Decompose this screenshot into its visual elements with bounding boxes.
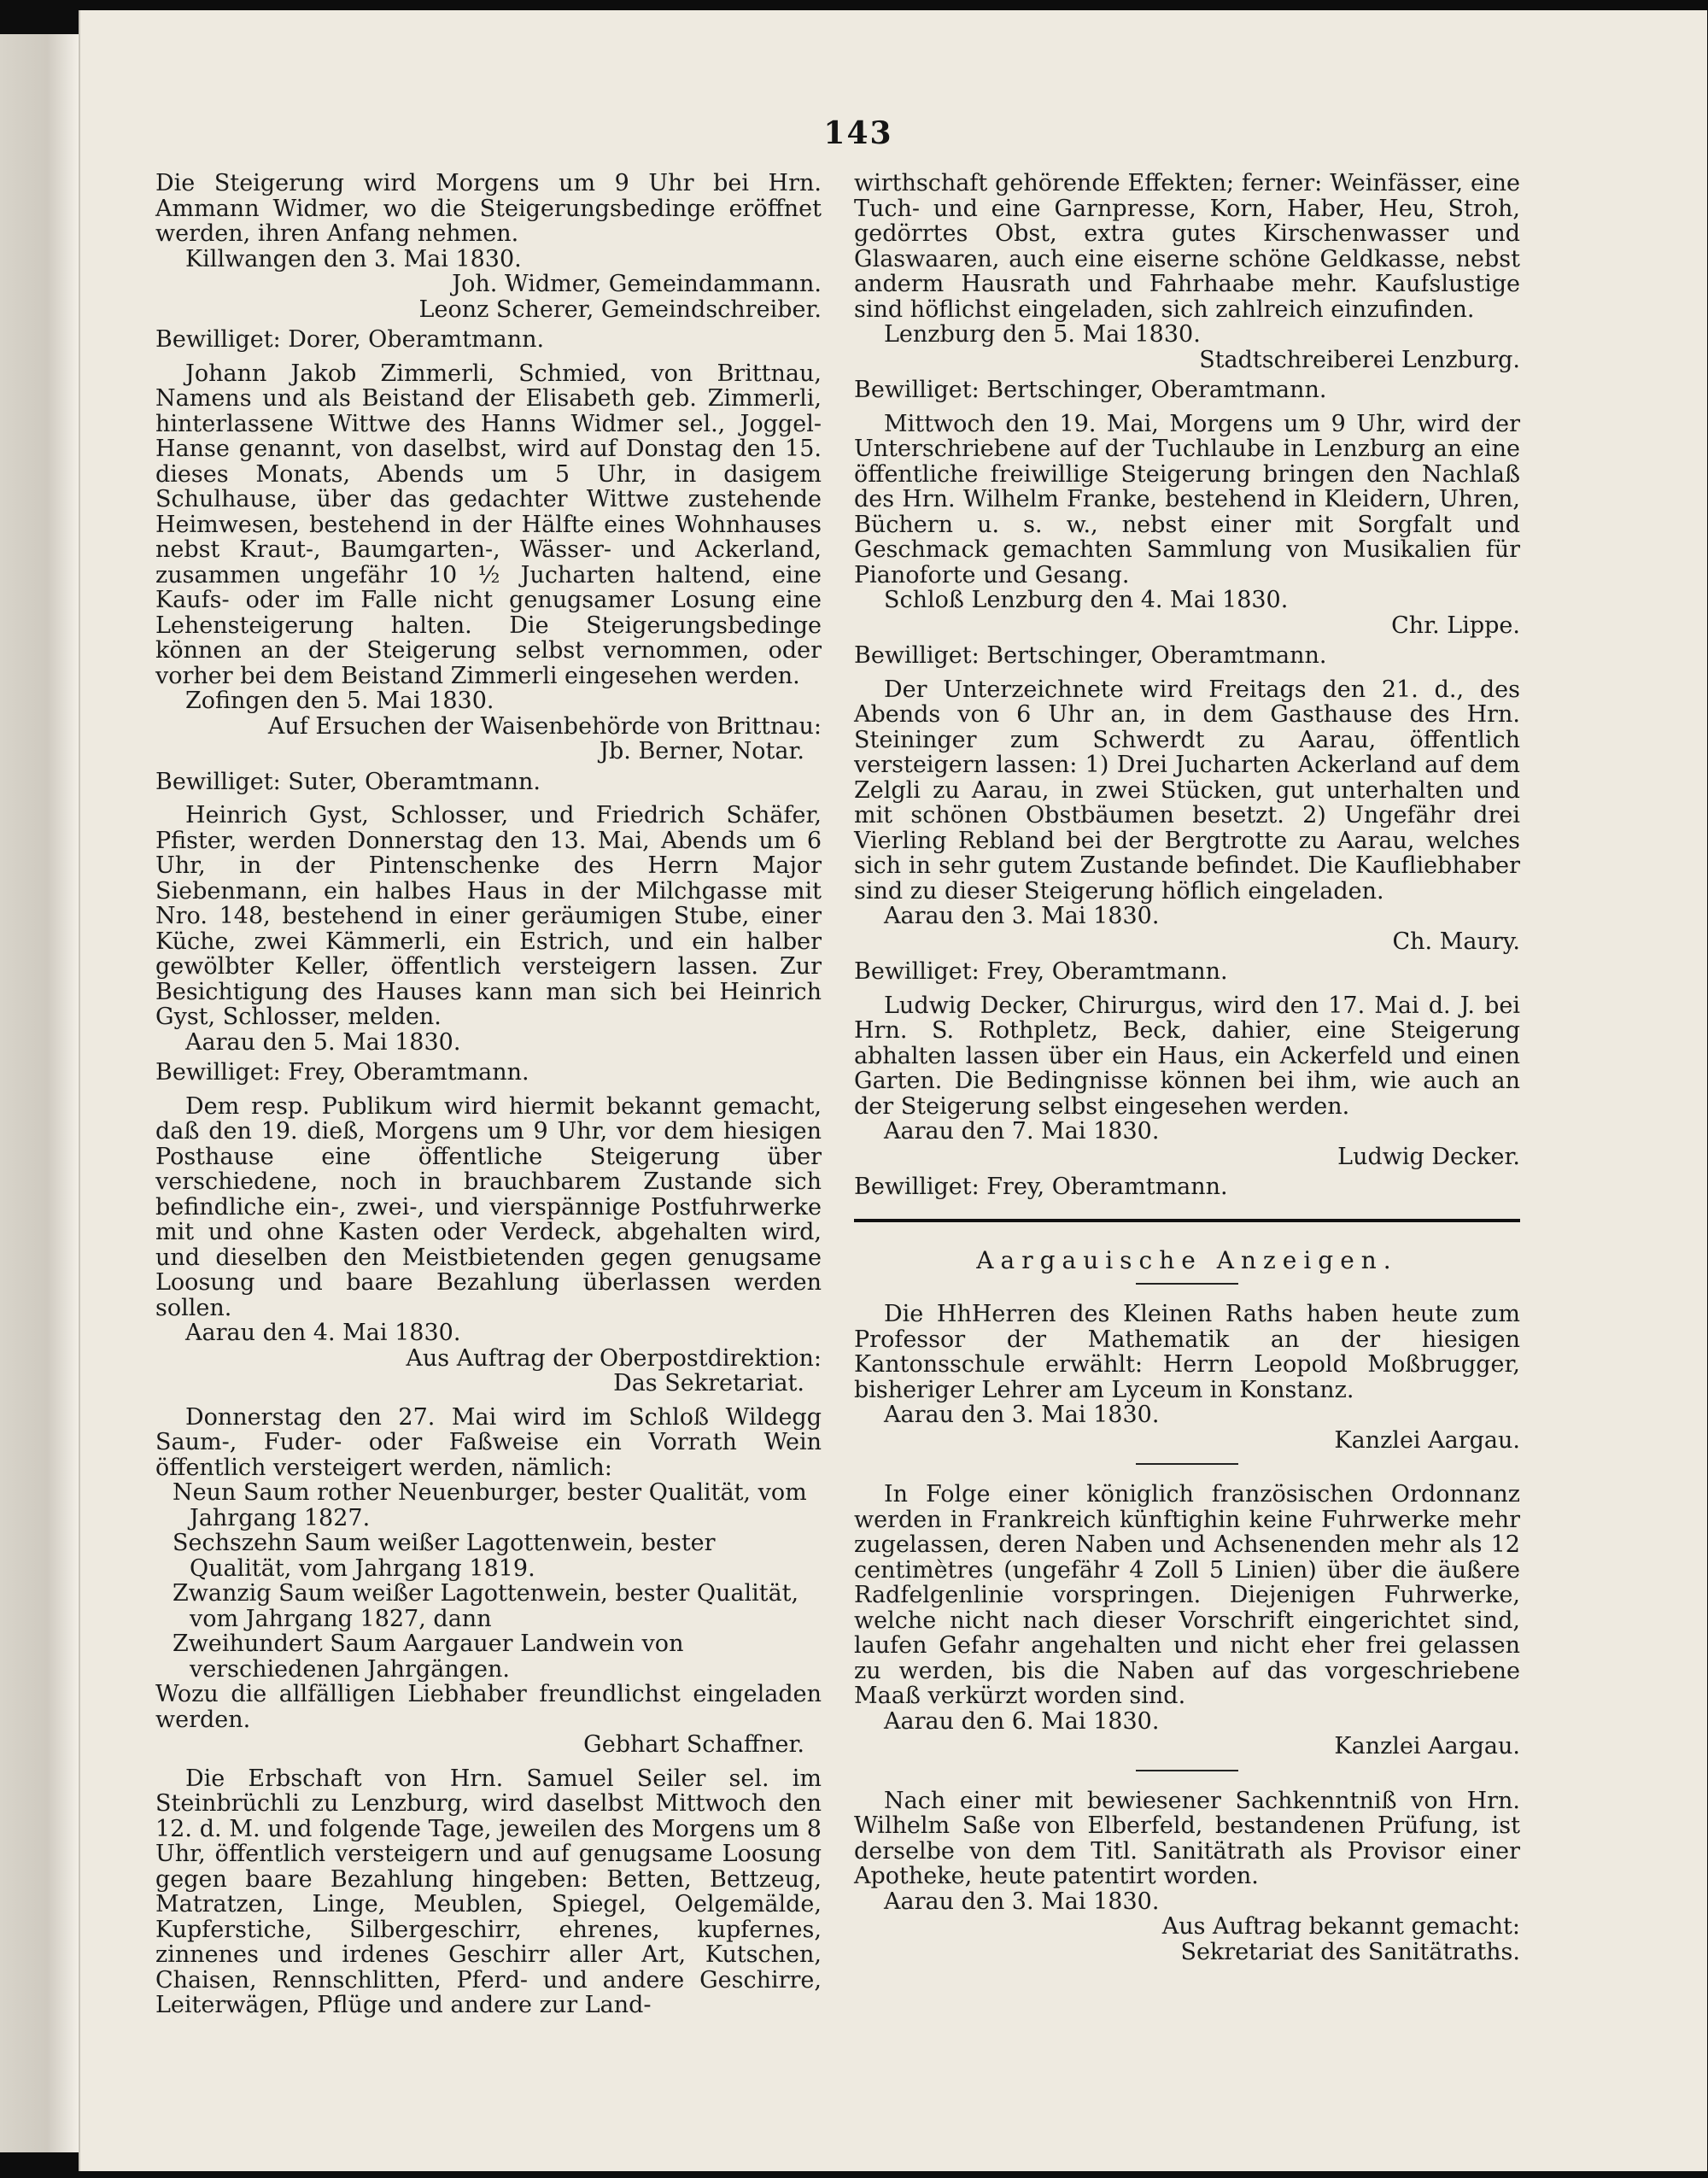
notice-date: Aarau den 3. Mai 1830. <box>884 1402 1160 1428</box>
notice-date: Aarau den 3. Mai 1830. <box>884 1888 1160 1915</box>
list-item: Sechszehn Saum weißer Lagottenwein, bester Qualität, vom Jahrgang 1819. <box>173 1530 716 1582</box>
list-item: Neun Saum rother Neuenburger, bester Qualität, vom Jahrgang 1827. <box>173 1479 807 1531</box>
notice-signature: Sekretariat des Sanitätraths. <box>1180 1938 1520 1965</box>
notice-date: Aarau den 5. Mai 1830. <box>185 1028 461 1056</box>
notice-signature: Aus Auftrag der Oberpostdirektion: <box>406 1344 822 1372</box>
notice-signature: Joh. Widmer, Gemeindammann. <box>452 271 822 297</box>
notice-text: Ludwig Decker, Chirurgus, wird den 17. Mai d. J. bei Hrn. S. Rothpletz, Beck, dahier, eine Steigerung abhalten lassen über ein Haus, ein Ackerfeld und einen Garten. Die Bedingnisse können bei ihm, wie auch an der Steigerung selbst eingesehen werden. <box>854 992 1520 1120</box>
notice-text: Dem resp. Publikum wird hiermit bekannt gemacht, daß den 19. dieß, Morgens um 9 Uhr, vor dem hiesigen Posthause eine öffentliche Steigerung über verschiedene, noch in brauchbarem Zustande sich befindliche ein-, zwei-, und vierspännige Postfuhrwerke mit und ohne Kasten oder Verdeck, abgehalten wird, und dieselben den Meistbietenden gegen genugsame Loosung und baare Bezahlung überlassen werden sollen. <box>155 1092 822 1321</box>
notice-signature: Gebhart Schaffner. <box>583 1731 804 1758</box>
notice-date: Killwangen den 3. Mai 1830. <box>185 245 522 272</box>
notice-signature: Das Sekretariat. <box>613 1370 804 1396</box>
notice-date: Aarau den 4. Mai 1830. <box>185 1320 461 1346</box>
notice-text: wirthschaft gehörende Effekten; ferner: Weinfässer, eine Tuch- und eine Garnpresse, Korn, Haber, Heu, Stroh, gedörrtes Obst, extra gutes Kirschenwasser und Glaswaaren, auch eine eiserne schöne Geldkasse, nebst anderm Hausrath und Fahrhaabe mehr. Kaufslustige sind höflichst eingeladen, sich zahlreich einzufinden. <box>854 170 1520 323</box>
section-title: Aargauische Anzeigen. <box>976 1245 1398 1274</box>
divider <box>1136 1770 1238 1771</box>
notice-signature: Kanzlei Aargau. <box>1334 1733 1520 1759</box>
notice-decker <box>854 993 1520 1200</box>
page-fold <box>0 34 79 2152</box>
notice-sasse <box>854 1789 1520 1965</box>
notice-date: Zofingen den 5. Mai 1830. <box>185 688 494 714</box>
notice-ordonnanz <box>854 1482 1520 1759</box>
notice-text: Heinrich Gyst, Schlosser, und Friedrich Schäfer, Pfister, werden Donnerstag den 13. Mai, Abends um 6 Uhr, in der Pintenschenke des Herrn Major Siebenmann, ein halbes Haus in der Milchgasse mit Nro. 148, bestehend in einer geräumigen Stube, einer Küche, zwei Kämmerli, ein Estrich, und ein halber gewölbter Keller, öffentlich versteigern lassen. Zur Besichtigung des Hauses kann man sich bei Heinrich Gyst, Schlosser, melden. <box>155 802 822 1030</box>
notice-franke <box>854 412 1520 669</box>
notice-signature: Jb. Berner, Notar. <box>600 738 804 764</box>
list-item: Zwanzig Saum weißer Lagottenwein, bester Qualität, vom Jahrgang 1827, dann <box>173 1580 799 1632</box>
divider <box>1136 1283 1238 1285</box>
approval-line: Bewilliget: Frey, Oberamtmann. <box>854 1174 1228 1200</box>
notice-signature: Chr. Lippe. <box>1391 612 1520 639</box>
left-column <box>155 171 822 2018</box>
approval-line: Bewilliget: Bertschinger, Oberamtmann. <box>854 377 1327 403</box>
notice-text: Der Unterzeichnete wird Freitags den 21. d., des Abends von 6 Uhr an, in dem Gasthause des Hrn. Steininger zum Schwerdt zu Aarau, öffentlich versteigern lassen: 1) Drei Jucharten Ackerland auf dem Zelgli zu Aarau, in zwei Stücken, gut unterhalten und mit schönen Obstbäumen besetzt. 2) Ungefähr drei Vierling Rebland bei der Bergtrotte zu Aarau, welches sich in sehr gutem Zustande befindet. Die Kaufliebhaber sind zu dieser Steigerung höflich eingeladen. <box>854 676 1520 905</box>
approval-line: Bewilliget: Suter, Oberamtmann. <box>155 768 541 795</box>
notice-text: In Folge einer königlich französischen Ordonnanz werden in Frankreich künftighin keine Fuhrwerke mehr zugelassen, deren Naben und Achsenenden mehr als 12 centimètres (ungefähr 4 Zoll 5 Linien) über die äußere Radfelgenlinie vorspringen. Diejenigen Fuhrwerke, welche nicht nach dieser Vorschrift eingerichtet sind, laufen Gefahr angehalten und nicht eher frei gelassen zu werden, bis die Naben auf das vorgeschriebene Maaß verkürzt worden sind. <box>854 1481 1520 1709</box>
notice-maury <box>854 677 1520 985</box>
section-divider <box>854 1219 1520 1222</box>
notice-signature: Aus Auftrag bekannt gemacht: <box>1161 1913 1520 1940</box>
approval-line: Bewilliget: Bertschinger, Oberamtmann. <box>854 642 1327 669</box>
approval-line: Bewilliget: Frey, Oberamtmann. <box>155 1059 529 1086</box>
notice-killwangen <box>155 171 822 353</box>
notice-signature: Kanzlei Aargau. <box>1334 1426 1520 1454</box>
notice-mossbrugger <box>854 1302 1520 1453</box>
notice-text: Wozu die allfälligen Liebhaber freundlichst eingeladen werden. <box>155 1681 822 1733</box>
notice-post <box>155 1094 822 1396</box>
notice-signature: Ch. Maury. <box>1392 928 1520 955</box>
notice-text: Die Steigerung wird Morgens um 9 Uhr bei Hrn. Ammann Widmer, wo die Steigerungsbedinge eröffnet werden, ihren Anfang nehmen. <box>155 170 822 247</box>
notice-wildegg <box>155 1405 822 1758</box>
notice-gyst <box>155 803 822 1086</box>
approval-line: Bewilliget: Dorer, Oberamtmann. <box>155 326 545 353</box>
notice-date: Aarau den 3. Mai 1830. <box>884 903 1160 929</box>
notice-seiler <box>155 1766 822 2018</box>
notice-text: Donnerstag den 27. Mai wird im Schloß Wildegg Saum-, Fuder- oder Faßweise ein Vorrath Wein öffentlich versteigert werden, nämlich: <box>155 1403 822 1481</box>
notice-text: Die Erbschaft von Hrn. Samuel Seiler sel. im Steinbrüchli zu Lenzburg, wird daselbst Mittwoch den 12. d. M. und folgende Tage, jeweilen des Morgens um 8 Uhr, öffentlich versteigern und auf genugsame Loosung gegen baare Bezahlung hingeben: Betten, Bettzeug, Matratzen, Linge, Meublen, Spiegel, Oelgemälde, Kupferstiche, Silbergeschirr, ehrenes, kupfernes, zinnenes und irdenes Geschirr aller Art, Kutschen, Chaisen, Rennschlitten, Pferd- und andere Geschirre, Leiterwägen, Pflüge und andere zur Land- <box>155 1765 822 2018</box>
notice-text: Johann Jakob Zimmerli, Schmied, von Brittnau, Namens und als Beistand der Elisabeth geb. Zimmerli, hinterlassene Wittwe des Hanns Widmer sel., Joggel-Hanse genannt, von daselbst, wird auf Donstag den 15. dieses Monats, Abends um 5 Uhr, in dasigem Schulhause, über das gedachter Wittwe zustehende Heimwesen, bestehend in der Hälfte eines Wohnhauses nebst Kraut-, Baumgarten-, Wässer- und Ackerland, zusammen ungefähr 10 ½ Jucharten haltend, eine Kaufs- oder im Falle nicht genugsamer Losung eine Lehensteigerung halten. Die Steigerungsbedinge können an der Steigerung selbst vernommen, oder vorher bei dem Beistand Zimmerli eingesehen werden. <box>155 360 822 689</box>
right-column <box>854 171 1520 1964</box>
notice-date: Aarau den 6. Mai 1830. <box>884 1707 1160 1735</box>
page-number: 143 <box>823 115 893 151</box>
notice-seiler-cont <box>854 171 1520 403</box>
notice-date: Schloß Lenzburg den 4. Mai 1830. <box>884 587 1289 613</box>
notice-zimmerli <box>155 361 822 795</box>
notice-text: Mittwoch den 19. Mai, Morgens um 9 Uhr, wird der Unterschriebene auf der Tuchlaube in Lenzburg an eine öffentliche freiwillige Steigerung bringen den Nachlaß des Hrn. Wilhelm Franke, bestehend in Kleidern, Uhren, Büchern u. s. w., nebst einer mit Sorgfalt und Geschmack gemachten Sammlung von Musikalien für Pianoforte und Gesang. <box>854 410 1520 588</box>
divider <box>1136 1463 1238 1465</box>
notice-signature: Ludwig Decker. <box>1337 1143 1520 1170</box>
notice-text: Die HhHerren des Kleinen Raths haben heute zum Professor der Mathematik an der hiesigen Kantonsschule erwählt: Herrn Leopold Moßbrugger, bisheriger Lehrer am Lyceum in Konstanz. <box>854 1301 1520 1403</box>
approval-line: Bewilliget: Frey, Oberamtmann. <box>854 958 1228 985</box>
notice-text: Nach einer mit bewiesener Sachkenntniß von Hrn. Wilhelm Saße von Elberfeld, bestandenen Prüfung, ist derselbe von dem Titl. Sanitätrath als Provisor einer Apotheke, heute patentirt worden. <box>854 1787 1520 1889</box>
notice-date: Aarau den 7. Mai 1830. <box>884 1118 1160 1145</box>
notice-signature: Auf Ersuchen der Waisenbehörde von Brittnau: <box>267 712 822 740</box>
notice-signature: Leonz Scherer, Gemeindschreiber. <box>418 296 822 323</box>
list-item: Zweihundert Saum Aargauer Landwein von verschiedenen Jahrgängen. <box>173 1631 684 1683</box>
notice-date: Lenzburg den 5. Mai 1830. <box>884 321 1201 348</box>
notice-signature: Stadtschreiberei Lenzburg. <box>1199 346 1520 373</box>
